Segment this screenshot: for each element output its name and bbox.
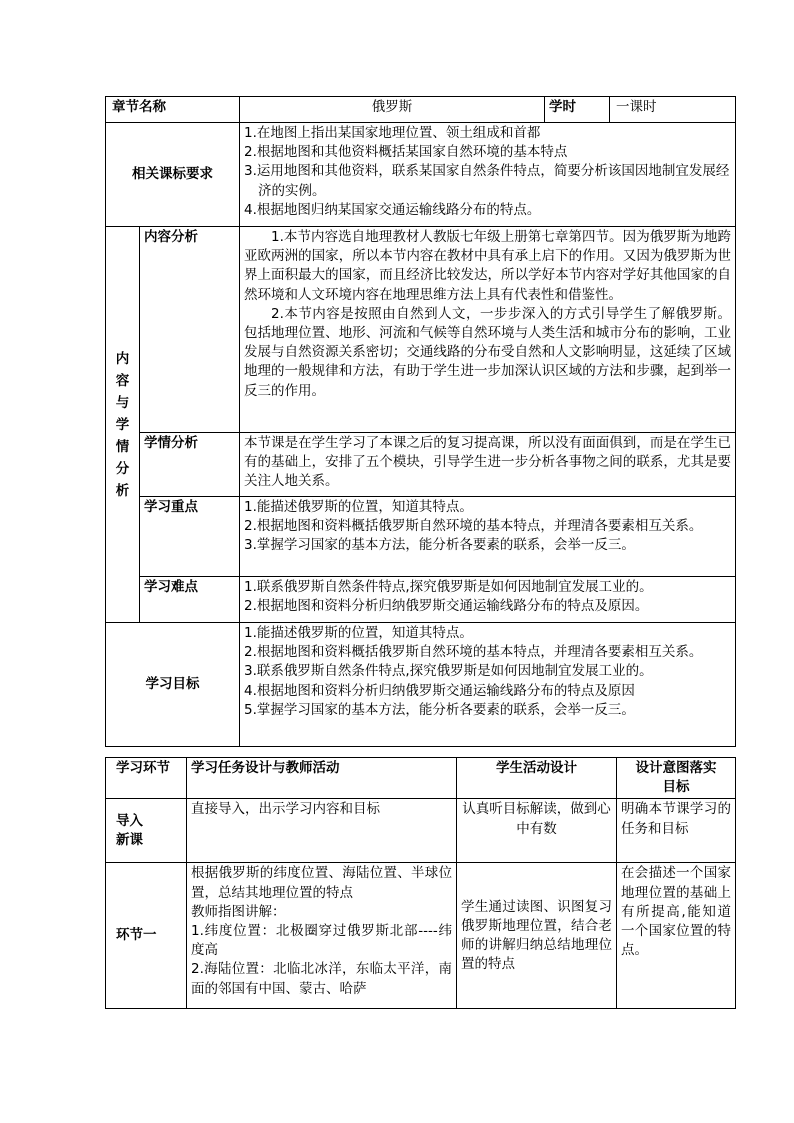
process-header-row <box>106 758 736 799</box>
standards-row <box>106 123 736 227</box>
objective-item: 5.掌握学习国家的基本方法，能分析各要素的联系，会举一反三。 <box>244 701 635 718</box>
analysis-group-char: 与 <box>115 394 130 411</box>
objective-item: 3.联系俄罗斯自然条件特点,探究俄罗斯是如何因地制宜发展工业的。 <box>244 663 653 680</box>
standards-item: 4.根据地图归纳某国家交通运输线路分布的特点。 <box>244 201 541 218</box>
teacher-activity-cell <box>187 863 457 1009</box>
design-intent-cell: 明确本节课学习的任务和目标 <box>617 799 736 863</box>
standards-item: 3.运用地图和其他资料，联系某国家自然条件特点，简要分析该国因地制宜发展经济的实例。 <box>244 163 730 199</box>
standards-item: 2.根据地图和其他资料概括某国家自然环境的基本特点 <box>244 144 568 161</box>
difficulties-row <box>106 577 736 623</box>
standards-item: 1.在地图上指出某国家地理位置、领土组成和首都 <box>244 125 541 141</box>
process-row <box>106 799 736 863</box>
analysis-group-char: 学 <box>115 416 130 433</box>
teacher-activity-header: 学习任务设计与教师活动 <box>187 758 457 799</box>
stage-cell: 导入新课 <box>106 799 187 863</box>
difficulty-item: 1.联系俄罗斯自然条件特点,探究俄罗斯是如何因地制宜发展工业的。 <box>244 579 653 595</box>
student-activity-cell: 认真听目标解读，做到心中有数 <box>457 799 617 863</box>
key-points-row <box>106 497 736 577</box>
difficulties-label: 学习难点 <box>140 577 240 623</box>
objectives-row <box>106 623 736 747</box>
chapter-value: 俄罗斯 <box>240 97 545 123</box>
header-row <box>106 97 736 123</box>
learner-analysis-label: 学情分析 <box>140 433 240 497</box>
hours-value: 一课时 <box>610 97 736 123</box>
content-analysis-paragraph: 2.本节内容是按照由自然到人文，一步步深入的方式引导学生了解俄罗斯。 包括地理位置、地形、河流和气候等自然环境与人类生活和城市分布的影响，工业发展与自然资源关系密切；交通线路的分布受自然和人文影响明显，这延续了区域地理的一般规律和方法，有助于学生进一步加深认识区域的方法和步骤，起到举一反三的作用。 <box>244 305 731 399</box>
analysis-group-char: 容 <box>115 372 130 389</box>
content-analysis-paragraph: 1.本节内容选自地理教材人教版七年级上册第七章第四节。因为俄罗斯为地跨亚欧两洲的国家，所以本节内容在教材中具有承上启下的作用。又因为俄罗斯为世界上面积最大的国家，而且经济比较发达，所以学好本节内容对学好其他国家的自然环境和人文环境内容在地理思维方法上具有代表性和借鉴性。 <box>244 229 731 303</box>
teacher-activity-line: 根据俄罗斯的纬度位置、海陆位置、半球位置，总结其地理位置的特点 <box>191 865 452 901</box>
standards-list <box>240 123 736 227</box>
difficulty-item: 2.根据地图和资料分析归纳俄罗斯交通运输线路分布的特点及原因。 <box>244 598 649 615</box>
objective-item: 2.根据地图和资料概括俄罗斯自然环境的基本特点，并理清各要素相互关系。 <box>244 644 703 661</box>
content-analysis-row <box>106 227 736 433</box>
analysis-group-char: 分 <box>115 460 130 477</box>
design-intent-header: 设计意图落实目标 <box>617 758 736 799</box>
stage-header: 学习环节 <box>106 758 187 799</box>
learner-analysis-row <box>106 433 736 497</box>
objectives-list <box>240 623 736 747</box>
content-analysis-label: 内容分析 <box>140 227 240 433</box>
standards-label: 相关课标要求 <box>106 123 240 227</box>
teacher-activity-line: 2.海陆位置：北临北冰洋，东临太平洋，南面的邻国有中国、蒙古、哈萨 <box>191 961 452 997</box>
difficulties-list <box>240 577 736 623</box>
analysis-group-char: 内 <box>115 350 130 367</box>
content-analysis-text <box>240 227 736 433</box>
design-intent-cell: 在会描述一个国家地理位置的基础上有所提高,能知道一个国家位置的特点。 <box>617 863 736 1009</box>
teacher-activity-line: 教师指图讲解： <box>191 903 286 920</box>
objectives-label: 学习目标 <box>106 623 240 747</box>
lesson-overview-table <box>105 96 736 747</box>
teacher-activity-line: 1.纬度位置：北极圈穿过俄罗斯北部----纬度高 <box>191 923 452 959</box>
key-point-item: 1.能描述俄罗斯的位置，知道其特点。 <box>244 499 473 515</box>
lesson-process-table <box>105 757 736 1009</box>
analysis-group-char: 情 <box>115 438 130 455</box>
key-points-label: 学习重点 <box>140 497 240 577</box>
analysis-group-char: 析 <box>115 482 130 499</box>
process-row <box>106 863 736 1009</box>
learner-analysis-text: 本节课是在学生学习了本课之后的复习提高课，所以没有面面俱到，而是在学生已有的基础上，安排了五个模块，引导学生进一步分析各事物之间的联系，尤其是要关注人地关系。 <box>240 433 736 497</box>
objective-item: 4.根据地图和资料分析归纳俄罗斯交通运输线路分布的特点及原因 <box>244 682 635 699</box>
chapter-label: 章节名称 <box>106 97 240 123</box>
key-points-list <box>240 497 736 577</box>
analysis-group-label <box>106 227 140 623</box>
key-point-item: 3.掌握学习国家的基本方法，能分析各要素的联系，会举一反三。 <box>244 537 635 554</box>
objective-item: 1.能描述俄罗斯的位置，知道其特点。 <box>244 625 473 641</box>
key-point-item: 2.根据地图和资料概括俄罗斯自然环境的基本特点，并理清各要素相互关系。 <box>244 518 703 535</box>
stage-cell: 环节一 <box>106 863 187 1009</box>
student-activity-header: 学生活动设计 <box>457 758 617 799</box>
teacher-activity-cell: 直接导入，出示学习内容和目标 <box>187 799 457 863</box>
student-activity-cell: 学生通过读图、识图复习俄罗斯地理位置，结合老师的讲解归纳总结地理位置的特点 <box>457 863 617 1009</box>
hours-label: 学时 <box>545 97 610 123</box>
